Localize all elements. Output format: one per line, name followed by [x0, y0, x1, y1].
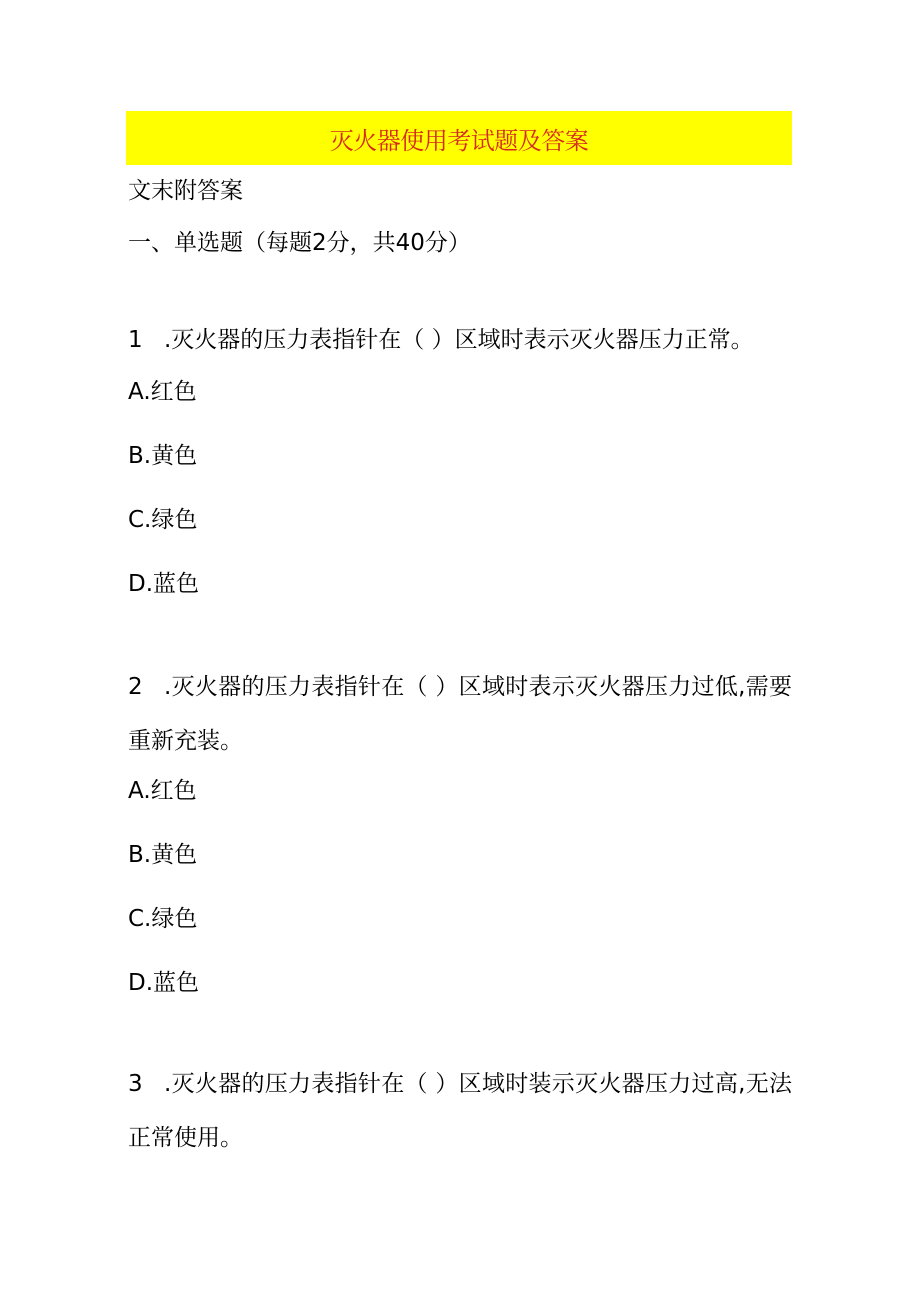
answer-note: 文末附答案: [128, 178, 243, 204]
option-a: A.红色: [128, 778, 197, 804]
question-number: 3: [128, 1071, 143, 1097]
option-c: C.绿色: [128, 906, 198, 932]
question-text: .灭火器的压力表指针在（ ）区域时表示灭火器压力正常。: [164, 327, 754, 353]
title-banner: [126, 111, 792, 165]
question-text: .灭火器的压力表指针在（ ）区域时装示灭火器压力过高,无法正常使用。: [128, 1071, 792, 1151]
option-b: B.黄色: [128, 842, 198, 868]
question-3: [128, 1057, 792, 1165]
option-d: D.蓝色: [128, 571, 200, 597]
question-number: 2: [128, 674, 143, 700]
option-c: C.绿色: [128, 507, 198, 533]
question-1: [128, 313, 792, 367]
option-a: A.红色: [128, 379, 197, 405]
option-d: D.蓝色: [128, 970, 200, 996]
document-title: 灭火器使用考试题及答案: [329, 126, 589, 155]
section-heading: 一、单选题（每题2分，共40分）: [128, 230, 471, 256]
option-b: B.黄色: [128, 443, 198, 469]
question-number: 1: [128, 327, 143, 353]
question-2: [128, 660, 792, 768]
question-text: .灭火器的压力表指针在（ ）区域时表示灭火器压力过低,需要重新充装。: [128, 674, 792, 754]
